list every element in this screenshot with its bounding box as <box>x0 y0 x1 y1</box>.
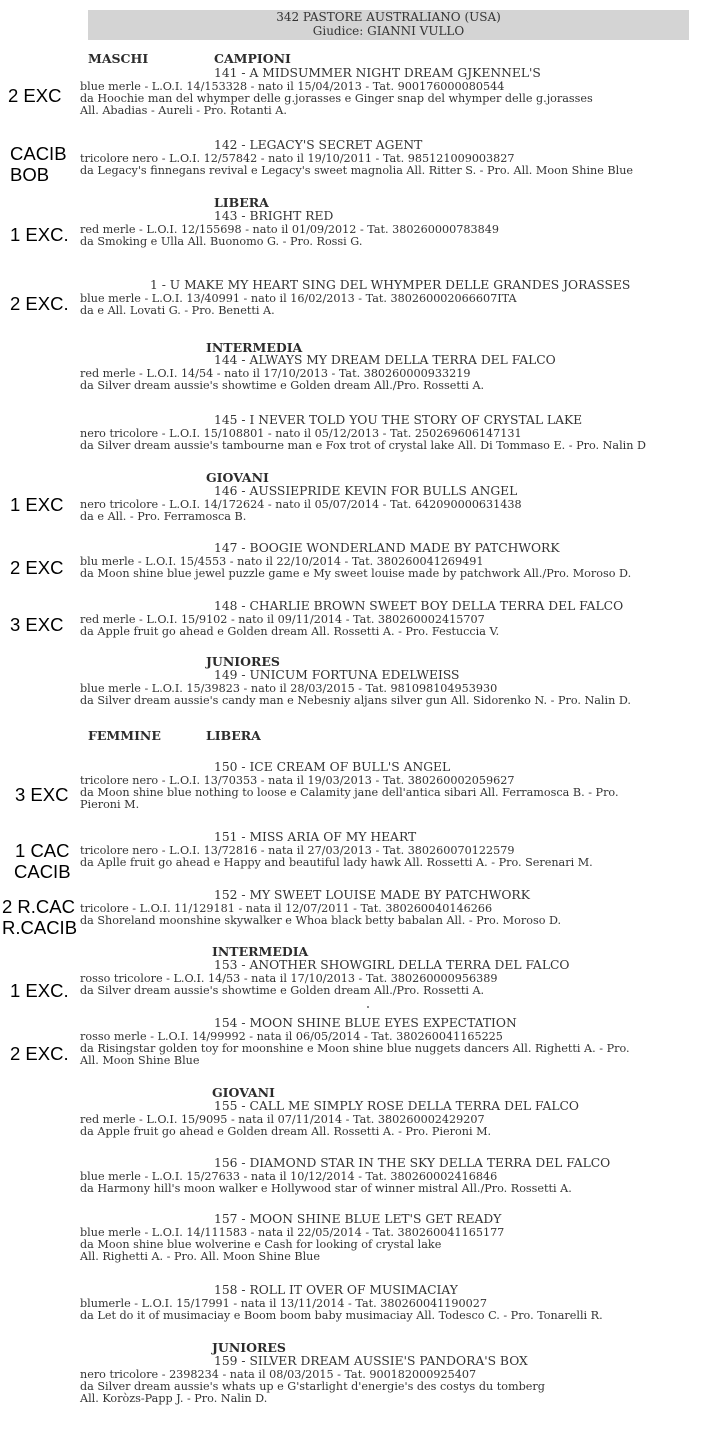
dog-breeder-owner: All. Koròzs-Papp J. - Pro. Nalin D. <box>80 1392 268 1406</box>
class-header <box>88 10 689 40</box>
dog-details: tricolore nero - L.O.I. 12/57842 - nato il 19/10/2011 - Tat. 985121009003827 <box>80 151 515 165</box>
dog-entry <box>80 1017 700 1068</box>
dog-details: red merle - L.O.I. 14/54 - nato il 17/10/2013 - Tat. 380260000933219 <box>80 366 471 380</box>
dog-name: 153 - ANOTHER SHOWGIRL DELLA TERRA DEL FALCO <box>214 958 570 972</box>
dog-parents: da Silver dream aussie's showtime e Golden dream All./Pro. Rossetti A. <box>80 984 485 997</box>
dog-parents: da Silver dream aussie's whats up e G'starlight d'energie's des costys du tomberg <box>80 1380 545 1393</box>
dog-name: 157 - MOON SHINE BLUE LET'S GET READY <box>214 1212 502 1226</box>
dog-entry <box>80 1355 700 1406</box>
dog-parents: da Moon shine blue jewel puzzle game e My sweet louise made by patchwork All./Pro. Moroso D. <box>80 567 632 580</box>
breed-title: 342 PASTORE AUSTRALIANO (USA) <box>276 10 501 24</box>
dog-details: nero tricolore - L.O.I. 14/172624 - nato il 05/07/2014 - Tat. 642090000631438 <box>80 497 522 511</box>
dog-details: blumerle - L.O.I. 15/17991 - nata il 13/11/2014 - Tat. 380260041190027 <box>80 1296 488 1310</box>
dog-entry <box>80 485 700 523</box>
dog-parents: da Silver dream aussie's candy man e Nebesniy aljans silver gun All. Sidorenko N. - Pro. Nalin D. <box>80 694 631 707</box>
dog-name: 156 - DIAMOND STAR IN THE SKY DELLA TERRA DEL FALCO <box>214 1156 611 1170</box>
dog-entry <box>80 210 700 248</box>
dog-name: 143 - BRIGHT RED <box>214 209 334 223</box>
dog-parents: da e All. - Pro. Ferramosca B. <box>80 510 247 523</box>
dog-name: 155 - CALL ME SIMPLY ROSE DELLA TERRA DEL FALCO <box>214 1099 580 1113</box>
dog-details: red merle - L.O.I. 15/9102 - nato il 09/11/2014 - Tat. 380260002415707 <box>80 612 485 626</box>
section-maschi: MASCHI <box>88 51 149 66</box>
section-intermedia-maschi: INTERMEDIA <box>206 340 303 355</box>
dog-parents: da Moon shine blue nothing to loose e Calamity jane dell'antica sibari All. Ferramosca B. - Pro. <box>80 786 619 799</box>
dog-details: nero tricolore - L.O.I. 15/108801 - nato il 05/12/2013 - Tat. 250269606147131 <box>80 426 522 440</box>
dog-parents: da Apple fruit go ahead e Golden dream All. Rossetti A. - Pro. Festuccia V. <box>80 625 500 638</box>
dog-entry <box>80 1157 700 1195</box>
dog-parents: da Moon shine blue wolverine e Cash for looking of crystal lake <box>80 1238 442 1251</box>
dog-parents: da Risingstar golden toy for moonshine e Moon shine blue nuggets dancers All. Righetti A. - Pro. <box>80 1042 630 1055</box>
dog-entry <box>80 669 700 707</box>
dog-name: 158 - ROLL IT OVER OF MUSIMACIAY <box>214 1283 458 1297</box>
dog-entry <box>80 1100 700 1138</box>
dog-name: 1 - U MAKE MY HEART SING DEL WHYMPER DELLE GRANDES JORASSES <box>150 278 631 292</box>
dog-entry <box>80 67 700 118</box>
dog-name: 149 - UNICUM FORTUNA EDELWEISS <box>214 668 460 682</box>
dog-name: 142 - LEGACY'S SECRET AGENT <box>214 138 423 152</box>
section-juniores-femmine: JUNIORES <box>212 1340 286 1355</box>
dog-entry <box>80 542 700 580</box>
dog-name: 144 - ALWAYS MY DREAM DELLA TERRA DEL FALCO <box>214 353 556 367</box>
result-annotation: 1 EXC <box>10 494 64 515</box>
section-giovani-femmine: GIOVANI <box>212 1085 275 1100</box>
dog-breeder-owner: Pieroni M. <box>80 798 140 812</box>
dog-name: 154 - MOON SHINE BLUE EYES EXPECTATION <box>214 1016 517 1030</box>
dog-entry <box>80 761 700 812</box>
dog-entry <box>80 600 700 638</box>
section-giovani-maschi: GIOVANI <box>206 470 269 485</box>
dog-name: 151 - MISS ARIA OF MY HEART <box>214 830 417 844</box>
dog-parents: da Harmony hill's moon walker e Hollywood star of winner mistral All./Pro. Rossetti A. <box>80 1182 572 1195</box>
result-annotation: 1 EXC. <box>10 224 69 245</box>
dog-details: nero tricolore - 2398234 - nata il 08/03/2015 - Tat. 900182000925407 <box>80 1367 477 1381</box>
dog-details: tricolore nero - L.O.I. 13/72816 - nata il 27/03/2013 - Tat. 380260070122579 <box>80 843 515 857</box>
section-juniores-maschi: JUNIORES <box>206 654 280 669</box>
dog-details: blue merle - L.O.I. 15/39823 - nato il 28/03/2015 - Tat. 981098104953930 <box>80 681 498 695</box>
dog-name: 152 - MY SWEET LOUISE MADE BY PATCHWORK <box>214 888 530 902</box>
result-annotation: 3 EXC <box>10 614 64 635</box>
dog-entry <box>80 139 700 177</box>
dog-name: 150 - ICE CREAM OF BULL'S ANGEL <box>214 760 451 774</box>
dog-details: tricolore nero - L.O.I. 13/70353 - nata il 19/03/2013 - Tat. 380260002059627 <box>80 773 515 787</box>
judge-name: Giudice: GIANNI VULLO <box>312 24 465 38</box>
dog-entry <box>80 414 700 452</box>
result-annotation: 1 EXC. <box>10 980 69 1001</box>
dog-parents: da e All. Lovati G. - Pro. Benetti A. <box>80 304 275 317</box>
dog-breeder-owner: All. Abadias - Aureli - Pro. Rotanti A. <box>80 104 287 118</box>
dog-details: rosso tricolore - L.O.I. 14/53 - nata il 17/10/2013 - Tat. 380260000956389 <box>80 971 498 985</box>
dog-details: blue merle - L.O.I. 14/111583 - nata il 22/05/2014 - Tat. 380260041165177 <box>80 1225 505 1239</box>
result-annotation: 2 EXC <box>8 85 62 106</box>
dog-details: tricolore - L.O.I. 11/129181 - nata il 12/07/2011 - Tat. 380260040146266 <box>80 901 493 915</box>
section-libera-maschi: LIBERA <box>214 195 269 210</box>
dog-name: 145 - I NEVER TOLD YOU THE STORY OF CRYSTAL LAKE <box>214 413 583 427</box>
dog-entry <box>80 354 700 392</box>
section-femmine: FEMMINE <box>88 728 161 743</box>
dog-parents: da Apple fruit go ahead e Golden dream All. Rossetti A. - Pro. Pieroni M. <box>80 1125 492 1138</box>
dog-name: 159 - SILVER DREAM AUSSIE'S PANDORA'S BOX <box>214 1354 528 1368</box>
dog-details: red merle - L.O.I. 15/9095 - nata il 07/11/2014 - Tat. 380260002429207 <box>80 1112 485 1126</box>
dog-details: blue merle - L.O.I. 15/27633 - nata il 10/12/2014 - Tat. 380260002416846 <box>80 1169 498 1183</box>
dog-parents: da Hoochie man del whymper delle g.jorasses e Ginger snap del whymper delle g.jorasses <box>80 92 593 105</box>
dog-entry <box>80 1284 700 1322</box>
dog-entry <box>80 831 700 869</box>
dog-parents: da Shoreland moonshine skywalker e Whoa black betty babalan All. - Pro. Moroso D. <box>80 914 562 927</box>
dog-details: blue merle - L.O.I. 14/153328 - nato il 15/04/2013 - Tat. 900176000080544 <box>80 79 505 93</box>
section-campioni: CAMPIONI <box>214 51 291 66</box>
result-annotation: CACIB BOB <box>10 143 67 185</box>
section-intermedia-femmine: INTERMEDIA <box>212 944 309 959</box>
dog-name: 148 - CHARLIE BROWN SWEET BOY DELLA TERRA DEL FALCO <box>214 599 624 613</box>
dog-breeder-owner: All. Righetti A. - Pro. All. Moon Shine Blue <box>80 1250 321 1264</box>
dog-breeder-owner: All. Moon Shine Blue <box>80 1054 200 1068</box>
dog-parents: da Legacy's finnegans revival e Legacy's sweet magnolia All. Ritter S. - Pro. All. Moon Shine Blue <box>80 164 634 177</box>
dog-entry <box>80 889 700 927</box>
result-annotation: 2 EXC. <box>10 293 69 314</box>
dog-details: blu merle - L.O.I. 15/4553 - nato il 22/10/2014 - Tat. 380260041269491 <box>80 554 484 568</box>
dog-details: red merle - L.O.I. 12/155698 - nato il 01/09/2012 - Tat. 380260000783849 <box>80 222 499 236</box>
dog-details: rosso merle - L.O.I. 14/99992 - nata il 06/05/2014 - Tat. 380260041165225 <box>80 1029 503 1043</box>
dog-name: 147 - BOOGIE WONDERLAND MADE BY PATCHWORK <box>214 541 560 555</box>
dog-details: blue merle - L.O.I. 13/40991 - nato il 16/02/2013 - Tat. 380260002066607ITA <box>80 291 517 305</box>
dog-parents: da Smoking e Ulla All. Buonomo G. - Pro. Rossi G. <box>80 235 363 248</box>
dog-parents: da Aplle fruit go ahead e Happy and beautiful lady hawk All. Rossetti A. - Pro. Serenari M. <box>80 856 593 869</box>
dog-name: 141 - A MIDSUMMER NIGHT DREAM GJKENNEL'S <box>214 66 541 80</box>
result-annotation: 1 CAC CACIB <box>14 840 71 882</box>
dog-parents: da Silver dream aussie's tambourne man e Fox trot of crystal lake All. Di Tommaso E. - Pro. Nalin D <box>80 439 646 452</box>
result-annotation: 3 EXC <box>15 784 69 805</box>
result-annotation: 2 EXC. <box>10 1043 69 1064</box>
dog-parents: da Silver dream aussie's showtime e Golden dream All./Pro. Rossetti A. <box>80 379 485 392</box>
result-annotation: 2 EXC <box>10 557 64 578</box>
dog-name: 146 - AUSSIEPRIDE KEVIN FOR BULLS ANGEL <box>214 484 518 498</box>
result-annotation: 2 R.CAC R.CACIB <box>2 896 78 938</box>
dog-entry <box>80 279 700 317</box>
dog-entry <box>80 1213 700 1264</box>
ink-speck <box>367 1006 369 1008</box>
dog-entry <box>80 959 700 997</box>
dog-parents: da Let do it of musimaciay e Boom boom baby musimaciay All. Todesco C. - Pro. Tonarelli R. <box>80 1309 603 1322</box>
section-libera-femmine: LIBERA <box>206 728 261 743</box>
